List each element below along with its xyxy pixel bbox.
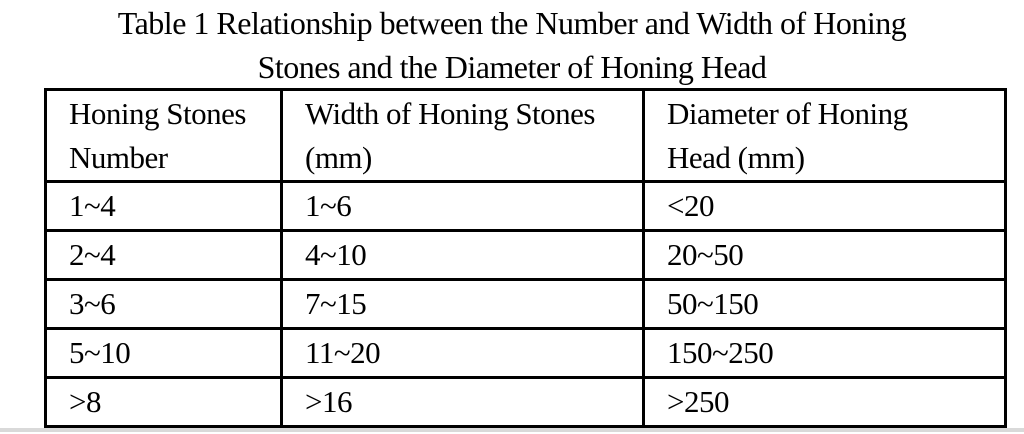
cell-stones-number: 1~4 xyxy=(46,182,282,231)
table-row xyxy=(46,329,1006,378)
cell-stone-width: 11~20 xyxy=(282,329,644,378)
col-header-text: Number xyxy=(69,139,168,175)
table-row xyxy=(46,182,1006,231)
honing-stones-table xyxy=(44,88,1007,428)
cell-head-diameter: 150~250 xyxy=(644,329,1006,378)
cell-stone-width: 1~6 xyxy=(282,182,644,231)
table-row xyxy=(46,280,1006,329)
cell-stones-number: 5~10 xyxy=(46,329,282,378)
col-header-honing-stones-number xyxy=(46,90,282,182)
cell-stone-width: 7~15 xyxy=(282,280,644,329)
table-row xyxy=(46,231,1006,280)
cell-head-diameter: 20~50 xyxy=(644,231,1006,280)
cell-stones-number: 3~6 xyxy=(46,280,282,329)
cell-stones-number: 2~4 xyxy=(46,231,282,280)
cell-head-diameter: 50~150 xyxy=(644,280,1006,329)
col-header-text: Honing Stones xyxy=(69,95,246,131)
col-header-text: (mm) xyxy=(305,139,372,175)
scan-artifact-line xyxy=(0,428,1024,432)
col-header-text: Width of Honing Stones xyxy=(305,95,595,131)
col-header-text: Diameter of Honing xyxy=(667,95,908,131)
cell-head-diameter: >250 xyxy=(644,378,1006,427)
col-header-diameter-of-honing-head xyxy=(644,90,1006,182)
cell-stone-width: >16 xyxy=(282,378,644,427)
table-row xyxy=(46,378,1006,427)
cell-stones-number: >8 xyxy=(46,378,282,427)
col-header-width-of-honing-stones xyxy=(282,90,644,182)
header-row xyxy=(46,90,1006,182)
table-caption-line1: Table 1 Relationship between the Number and Width of Honing xyxy=(117,5,907,41)
col-header-text: Head (mm) xyxy=(667,139,805,175)
cell-head-diameter: <20 xyxy=(644,182,1006,231)
cell-stone-width: 4~10 xyxy=(282,231,644,280)
table-caption xyxy=(0,1,1024,89)
table-caption-line2: Stones and the Diameter of Honing Head xyxy=(257,49,767,85)
